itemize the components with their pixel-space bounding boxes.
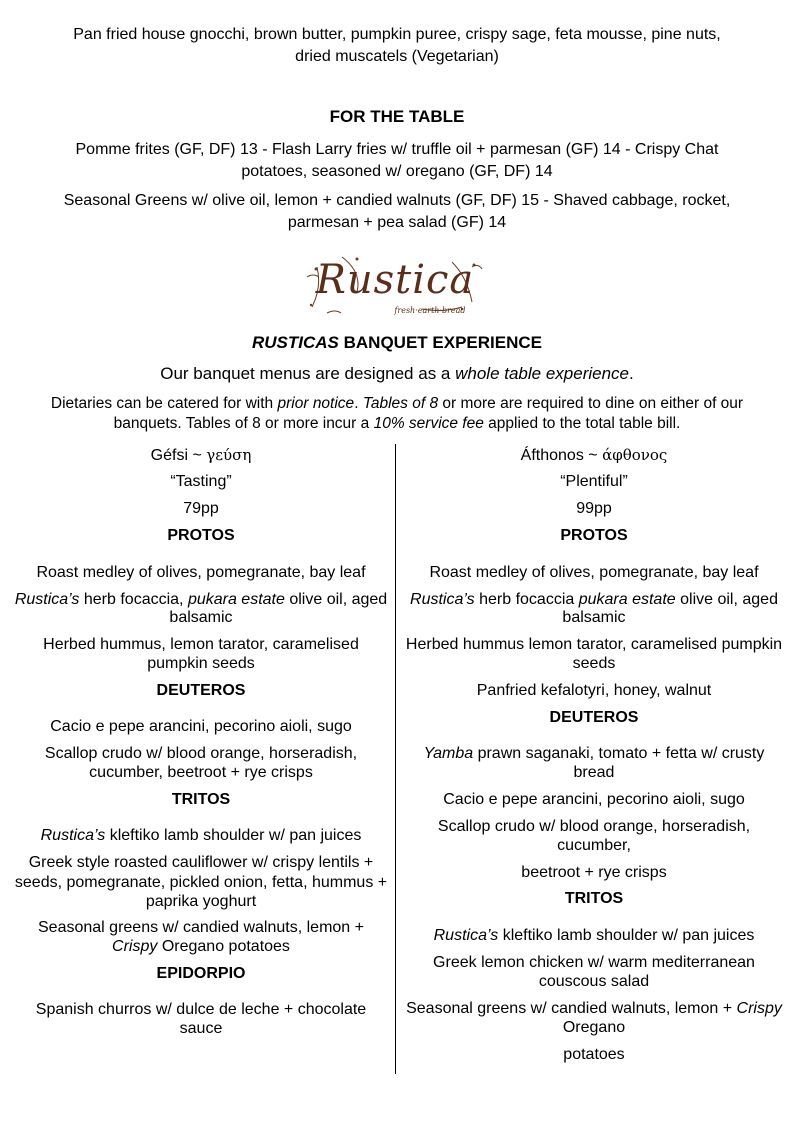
r-prawn-a: prawn saganaki, tomato + fetta w/ crusty	[473, 745, 765, 762]
diet2-a: banquets. Tables of 8 or more incur a	[113, 415, 374, 432]
r-greens-a: Seasonal greens w/ candied walnuts, lemon +	[406, 1000, 737, 1017]
svg-text:Rustica: Rustica	[315, 257, 475, 303]
l-foc-em1: Rustica’s	[14, 591, 80, 608]
left-deuteros-heading: DEUTEROS	[156, 682, 246, 699]
r-greens-em: Crispy	[736, 1000, 782, 1017]
sides-line-2b: parmesan + pea salad (GF) 14	[287, 214, 507, 231]
column-divider	[395, 444, 396, 1074]
diet-em1: prior notice	[277, 395, 355, 412]
right-focaccia-2: balsamic	[562, 609, 626, 626]
right-hummus-2: seeds	[572, 655, 616, 672]
l-foc-em2: pukara estate	[187, 591, 285, 608]
diet2-em: 10% service fee	[373, 415, 484, 432]
left-menu-name	[8, 446, 394, 465]
right-subtitle: “Plentiful”	[560, 473, 628, 490]
right-name-greek: άφθονος	[602, 446, 668, 464]
r-foc-em2: pukara estate	[578, 591, 676, 608]
sides-line-2a: Seasonal Greens w/ olive oil, lemon + candied walnuts (GF, DF) 15 - Shaved cabbage, rocket,	[63, 192, 731, 209]
right-name-latin: Áfthonos ~	[520, 447, 603, 464]
left-hummus-2: pumpkin seeds	[147, 655, 255, 672]
r-foc-b: olive oil, aged	[675, 591, 778, 608]
right-greens-1	[400, 999, 788, 1018]
right-greens-3: potatoes	[563, 1046, 625, 1063]
r-foc-em1: Rustica’s	[410, 591, 475, 608]
diet-em2: Tables of 8	[362, 395, 439, 412]
right-scallop-3: beetroot + rye crisps	[521, 864, 667, 881]
diet2-b: applied to the total table bill.	[483, 415, 681, 432]
r-lamb-em: Rustica’s	[433, 927, 499, 944]
banquet-brand: RUSTICAS	[252, 333, 339, 352]
left-epidorpio-heading: EPIDORPIO	[156, 965, 246, 982]
left-focaccia-1	[8, 590, 394, 609]
right-prawn-1	[400, 744, 788, 763]
right-scallop-2: cucumber,	[557, 837, 631, 854]
l-foc-b: olive oil, aged	[284, 591, 388, 608]
l-greens-em: Crispy	[112, 938, 158, 955]
l-greens-b: Oregano potatoes	[157, 938, 290, 955]
right-greens-2: Oregano	[562, 1019, 626, 1036]
left-hummus-1: Herbed hummus, lemon tarator, caramelised	[43, 636, 359, 653]
for-the-table-heading: FOR THE TABLE	[329, 107, 465, 126]
left-arancini: Cacio e pepe arancini, pecorino aioli, sugo	[50, 718, 352, 735]
r-foc-a: herb focaccia	[474, 591, 579, 608]
right-scallop-1: Scallop crudo w/ blood orange, horseradish,	[437, 818, 751, 835]
diet-b: .	[354, 395, 363, 412]
left-greens-2	[8, 937, 394, 956]
diet-a: Dietaries can be catered for with	[50, 395, 278, 412]
right-menu-name	[400, 446, 788, 465]
lead-b: .	[629, 364, 634, 383]
gnocchi-line-1: Pan fried house gnocchi, brown butter, pumpkin puree, crispy sage, feta mousse, pine nuts,	[73, 26, 721, 43]
banquet-heading-rest: BANQUET EXPERIENCE	[338, 333, 542, 352]
left-scallop-1: Scallop crudo w/ blood orange, horseradish,	[44, 745, 358, 762]
right-olives: Roast medley of olives, pomegranate, bay leaf	[429, 564, 759, 581]
sides-line-1a: Pomme frites (GF, DF) 13 - Flash Larry fries w/ truffle oil + parmesan (GF) 14 - Crispy Chat	[75, 141, 719, 158]
left-lamb	[8, 826, 394, 845]
right-tritos-heading: TRITOS	[564, 890, 624, 907]
right-deuteros-heading: DEUTEROS	[549, 709, 639, 726]
left-subtitle: “Tasting”	[170, 473, 232, 490]
right-chicken-2: couscous salad	[538, 973, 650, 990]
diet-c: or more are required to dine on either of our	[438, 395, 744, 412]
left-name-latin: Géfsi ~	[150, 447, 207, 464]
left-protos-heading: PROTOS	[167, 527, 235, 544]
right-price: 99pp	[576, 500, 612, 517]
sides-line-1b: potatoes, seasoned w/ oregano (GF, DF) 14	[241, 163, 553, 180]
lead-em: whole table experience	[455, 364, 630, 383]
right-lamb	[400, 926, 788, 945]
right-kefalotyri: Panfried kefalotyri, honey, walnut	[476, 682, 712, 699]
right-protos-heading: PROTOS	[560, 527, 628, 544]
right-arancini: Cacio e pepe arancini, pecorino aioli, sugo	[443, 791, 745, 808]
right-chicken-1: Greek lemon chicken w/ warm mediterranean	[433, 954, 755, 971]
left-tritos-heading: TRITOS	[171, 791, 231, 808]
left-cauli-1: Greek style roasted cauliflower w/ crispy lentils +	[28, 854, 374, 871]
left-scallop-2: cucumber, beetroot + rye crisps	[89, 764, 313, 781]
left-name-greek: γεύση	[206, 446, 252, 464]
svg-text:fresh·earth·bread: fresh·earth·bread	[394, 306, 466, 315]
left-greens-1: Seasonal greens w/ candied walnuts, lemon +	[38, 919, 364, 936]
right-focaccia-1	[400, 590, 788, 609]
left-cauli-3: paprika yoghurt	[145, 893, 257, 910]
left-menu	[8, 0, 394, 1122]
right-menu	[400, 0, 788, 1122]
lead-a: Our banquet menus are designed as a	[160, 364, 456, 383]
right-prawn-2: bread	[573, 764, 615, 781]
l-lamb: kleftiko lamb shoulder w/ pan juices	[105, 827, 362, 844]
r-lamb: kleftiko lamb shoulder w/ pan juices	[498, 927, 755, 944]
left-price: 79pp	[183, 500, 219, 517]
l-foc-a: herb focaccia,	[79, 591, 188, 608]
gnocchi-line-2: dried muscatels (Vegetarian)	[295, 48, 499, 65]
r-prawn-em: Yamba	[423, 745, 474, 762]
left-cauli-2: seeds, pomegranate, pickled onion, fetta, hummus +	[14, 874, 388, 891]
left-churros-1: Spanish churros w/ dulce de leche + chocolate	[35, 1001, 367, 1018]
right-hummus-1: Herbed hummus lemon tarator, caramelised pumpkin	[405, 636, 783, 653]
left-churros-2: sauce	[179, 1020, 223, 1037]
left-olives: Roast medley of olives, pomegranate, bay leaf	[36, 564, 366, 581]
left-focaccia-2: balsamic	[169, 609, 233, 626]
l-lamb-em: Rustica’s	[40, 827, 106, 844]
